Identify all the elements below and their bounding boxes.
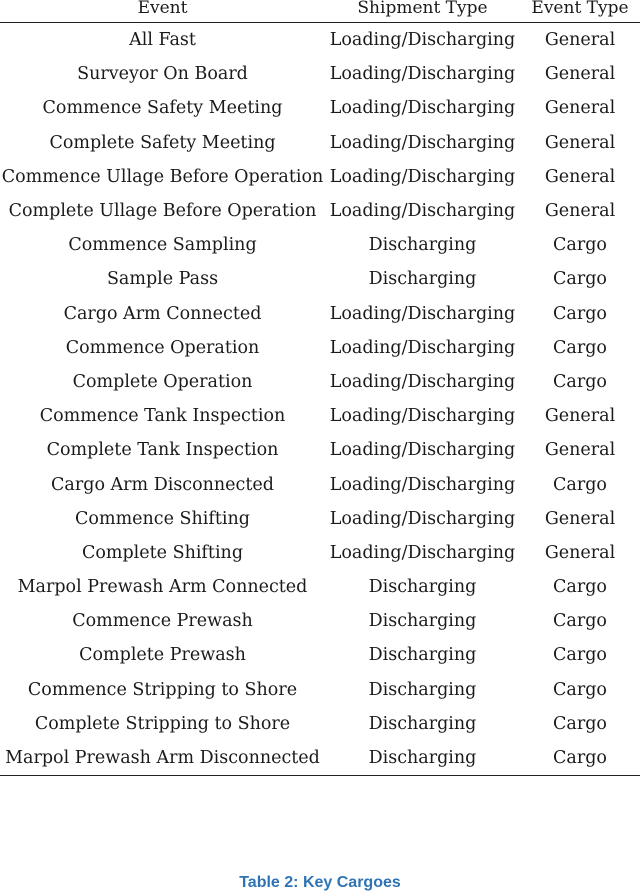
table-row	[0, 194, 640, 228]
table-row	[0, 741, 640, 776]
event-type-cell: General	[544, 406, 616, 427]
shipment-type-cell: Loading/Discharging	[329, 132, 516, 153]
table-row	[0, 467, 640, 501]
event-cell: Commence Prewash	[72, 611, 253, 632]
event-cell: Commence Sampling	[68, 235, 257, 256]
event-cell: Complete Tank Inspection	[46, 440, 279, 461]
event-cell: Complete Prewash	[79, 645, 246, 666]
event-type-cell: General	[544, 30, 616, 51]
table-row	[0, 23, 640, 58]
table-row	[0, 91, 640, 125]
table-row	[0, 262, 640, 296]
event-type-cell: Cargo	[553, 679, 607, 700]
header-row	[0, 0, 640, 23]
table-row	[0, 433, 640, 467]
header-event-type: Event Type	[520, 0, 640, 23]
table-row	[0, 707, 640, 741]
shipment-type-cell: Loading/Discharging	[329, 166, 516, 187]
shipment-type-cell: Discharging	[325, 741, 520, 776]
shipment-type-cell: Discharging	[368, 611, 477, 632]
event-cell: Commence Shifting	[75, 508, 250, 529]
table-row	[0, 604, 640, 638]
shipment-type-cell: Loading/Discharging	[329, 474, 516, 495]
event-cell: Marpol Prewash Arm Connected	[17, 577, 308, 598]
shipment-type-cell: Loading/Discharging	[329, 508, 516, 529]
event-cell: All Fast	[129, 30, 196, 51]
shipment-type-cell: Loading/Discharging	[329, 406, 516, 427]
table-row	[0, 673, 640, 707]
shipment-type-cell: Loading/Discharging	[329, 303, 516, 324]
header-event: Event	[0, 0, 325, 23]
event-type-cell: Cargo	[553, 474, 607, 495]
event-cell: Commence Ullage Before Operation	[1, 166, 324, 187]
event-type-cell: General	[544, 132, 616, 153]
shipment-type-cell: Discharging	[368, 679, 477, 700]
shipment-type-cell: Discharging	[368, 577, 477, 598]
shipment-type-cell: Loading/Discharging	[329, 337, 516, 358]
shipment-type-cell: Loading/Discharging	[329, 440, 516, 461]
table-row	[0, 160, 640, 194]
shipment-type-cell: Loading/Discharging	[329, 64, 516, 85]
table-row	[0, 399, 640, 433]
header-shipment-type: Shipment Type	[325, 0, 520, 23]
table-row	[0, 297, 640, 331]
table-row	[0, 331, 640, 365]
event-cell: Cargo Arm Disconnected	[51, 474, 274, 495]
event-type-cell: General	[544, 98, 616, 119]
table-row	[0, 570, 640, 604]
event-cell: Complete Operation	[72, 371, 253, 392]
event-type-cell: General	[544, 542, 616, 563]
table-caption: Table 2: Key Cargoes	[239, 874, 401, 891]
event-cell: Commence Operation	[65, 337, 260, 358]
event-cell: Surveyor On Board	[77, 64, 248, 85]
table-row	[0, 228, 640, 262]
event-type-cell: Cargo	[553, 713, 607, 734]
event-type-cell: Cargo	[553, 371, 607, 392]
event-type-cell: Cargo	[520, 741, 640, 776]
event-type-cell: Cargo	[553, 269, 607, 290]
table-body	[0, 23, 640, 776]
shipment-type-cell: Discharging	[368, 645, 477, 666]
table-row	[0, 638, 640, 672]
table-row	[0, 126, 640, 160]
table-row	[0, 365, 640, 399]
shipment-type-cell: Discharging	[368, 269, 477, 290]
shipment-type-cell: Discharging	[368, 235, 477, 256]
event-cell: Commence Stripping to Shore	[27, 679, 298, 700]
shipment-type-cell: Discharging	[368, 713, 477, 734]
event-cell: Marpol Prewash Arm Disconnected	[0, 741, 325, 776]
event-cell: Commence Tank Inspection	[39, 406, 286, 427]
table-header	[0, 0, 640, 23]
shipment-type-cell: Loading/Discharging	[329, 201, 516, 222]
event-cell: Complete Safety Meeting	[49, 132, 276, 153]
table-row	[0, 502, 640, 536]
event-type-cell: Cargo	[553, 235, 607, 256]
event-type-cell: General	[544, 166, 616, 187]
event-type-cell: Cargo	[553, 303, 607, 324]
table-row	[0, 536, 640, 570]
event-type-cell: Cargo	[553, 645, 607, 666]
table-row	[0, 57, 640, 91]
event-cell: Cargo Arm Connected	[63, 303, 262, 324]
shipment-type-cell: Loading/Discharging	[329, 542, 516, 563]
event-type-cell: Cargo	[553, 577, 607, 598]
event-cell: Complete Stripping to Shore	[34, 713, 291, 734]
event-cell: Complete Ullage Before Operation	[8, 201, 317, 222]
event-type-cell: General	[544, 440, 616, 461]
event-type-cell: General	[544, 64, 616, 85]
shipment-type-cell: Loading/Discharging	[329, 371, 516, 392]
event-cell: Commence Safety Meeting	[42, 98, 283, 119]
event-type-cell: General	[544, 508, 616, 529]
shipment-type-cell: Loading/Discharging	[329, 30, 516, 51]
event-type-cell: Cargo	[553, 611, 607, 632]
event-type-cell: General	[544, 201, 616, 222]
shipment-type-cell: Loading/Discharging	[329, 98, 516, 119]
event-type-cell: Cargo	[553, 337, 607, 358]
event-cell: Complete Shifting	[81, 542, 244, 563]
event-cell: Sample Pass	[106, 269, 219, 290]
